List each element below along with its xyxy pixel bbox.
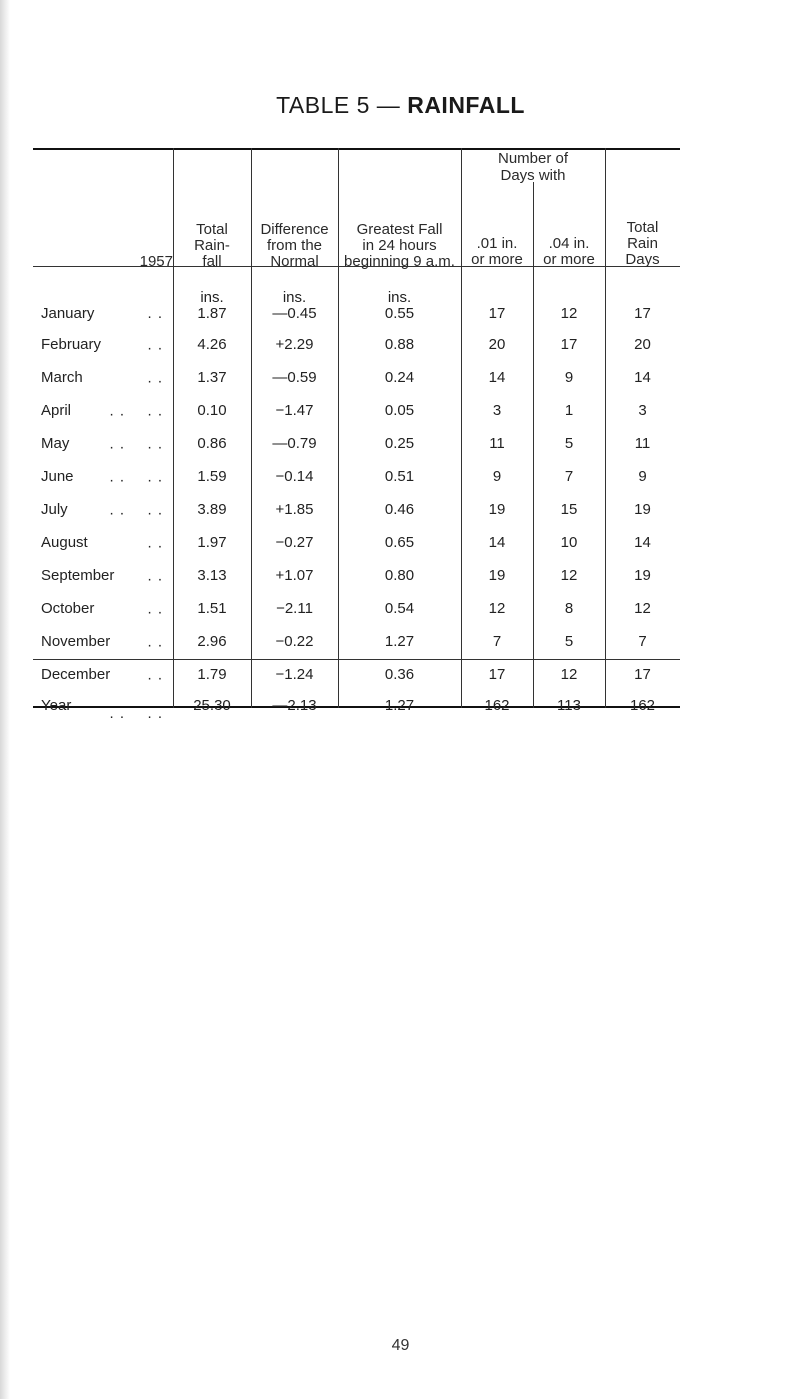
days-01-cell: 17 bbox=[488, 305, 506, 322]
month-cell: January . . bbox=[41, 305, 163, 322]
difference-cell: −0.27 bbox=[275, 534, 314, 551]
rainfall-cell: ins. 1.87 bbox=[197, 289, 227, 322]
total-rain-days-header: Total Rain Days bbox=[625, 219, 660, 268]
difference-cell: —0.79 bbox=[272, 435, 317, 452]
difference-cell: −0.14 bbox=[275, 468, 314, 485]
greatest-fall-cell: 0.05 bbox=[384, 402, 415, 419]
days-04-cell: 12 bbox=[560, 666, 578, 683]
table-header bbox=[33, 150, 680, 270]
page-title bbox=[0, 92, 801, 119]
difference-cell: +1.07 bbox=[275, 567, 314, 584]
table-body bbox=[33, 270, 680, 743]
number-of-days-header: Number of Days with bbox=[497, 150, 569, 184]
month-cell: July . . . . bbox=[41, 501, 163, 518]
table-row bbox=[33, 427, 680, 460]
days-04-cell: 10 bbox=[560, 534, 578, 551]
month-cell: February . . bbox=[41, 336, 163, 353]
month-cell: December . . bbox=[41, 666, 163, 683]
title-prefix: TABLE 5 — bbox=[276, 92, 401, 118]
month-cell: May . . . . bbox=[41, 435, 163, 452]
difference-cell: ins. —0.45 bbox=[272, 289, 317, 322]
table-row bbox=[33, 460, 680, 493]
page-number: 49 bbox=[391, 1337, 410, 1354]
days-04-cell: 17 bbox=[560, 336, 578, 353]
rainfall-cell: 2.96 bbox=[197, 633, 227, 650]
month-cell: November . . bbox=[41, 633, 163, 650]
rainfall-cell: 1.79 bbox=[197, 666, 227, 683]
year-header: 1957 bbox=[139, 253, 173, 270]
difference-cell: +1.85 bbox=[275, 501, 314, 518]
difference-cell: −2.11 bbox=[276, 600, 313, 617]
days-04-cell: 9 bbox=[564, 369, 574, 386]
rainfall-table-frame bbox=[33, 148, 680, 722]
difference-cell: +2.29 bbox=[275, 336, 314, 353]
year-greatest-fall-cell: 1.27 bbox=[384, 697, 415, 714]
total-days-cell: 9 bbox=[638, 468, 647, 485]
days-01-cell: 7 bbox=[492, 633, 502, 650]
greatest-fall-cell: 0.25 bbox=[384, 435, 415, 452]
total-days-cell: 20 bbox=[634, 336, 651, 353]
rainfall-cell: 4.26 bbox=[197, 336, 227, 353]
days-01-cell: 19 bbox=[488, 501, 506, 518]
rainfall-cell: 3.89 bbox=[197, 501, 227, 518]
greatest-fall-cell: 0.46 bbox=[384, 501, 415, 518]
days-01-cell: 14 bbox=[488, 534, 506, 551]
days-04-cell: 5 bbox=[564, 435, 574, 452]
days-04-header: .04 in. or more bbox=[543, 235, 595, 268]
table-row bbox=[33, 592, 680, 625]
days-01-cell: 14 bbox=[488, 369, 506, 386]
days-01-cell: 9 bbox=[492, 468, 502, 485]
days-04-cell: 15 bbox=[560, 501, 578, 518]
total-days-cell: 7 bbox=[638, 633, 647, 650]
greatest-fall-cell: 0.36 bbox=[384, 666, 415, 683]
month-cell: September . . bbox=[41, 567, 163, 584]
days-04-cell: 1 bbox=[564, 402, 574, 419]
days-04-cell: 12 bbox=[560, 305, 578, 322]
days-01-header: .01 in. or more bbox=[471, 235, 523, 268]
table-row bbox=[33, 361, 680, 394]
rainfall-cell: 3.13 bbox=[197, 567, 227, 584]
table-row bbox=[33, 493, 680, 526]
total-days-cell: 17 bbox=[634, 666, 651, 683]
year-total-row bbox=[33, 691, 680, 743]
days-01-cell: 12 bbox=[488, 600, 506, 617]
title-main: RAINFALL bbox=[407, 92, 525, 118]
table-row bbox=[33, 328, 680, 361]
year-difference-cell: —2.13 bbox=[272, 697, 317, 714]
greatest-fall-header: Greatest Fall in 24 hours beginning 9 a.m. bbox=[344, 221, 455, 270]
greatest-fall-cell: 0.88 bbox=[384, 336, 415, 353]
year-days-01-cell: 162 bbox=[484, 697, 510, 714]
total-days-cell: 19 bbox=[634, 501, 651, 518]
total-days-cell: 12 bbox=[634, 600, 651, 617]
table-row bbox=[33, 559, 680, 592]
greatest-fall-cell: 1.27 bbox=[384, 633, 415, 650]
rainfall-cell: 0.86 bbox=[197, 435, 227, 452]
difference-cell: −1.47 bbox=[275, 402, 314, 419]
days-01-cell: 11 bbox=[489, 435, 505, 452]
table-row bbox=[33, 658, 680, 691]
month-cell: August . . bbox=[41, 534, 163, 551]
table-row bbox=[33, 270, 680, 328]
month-cell: June . . . . bbox=[41, 468, 163, 485]
total-days-cell: 14 bbox=[634, 369, 651, 386]
table-row bbox=[33, 526, 680, 559]
difference-header: Difference from the Normal bbox=[260, 221, 329, 270]
year-days-04-cell: 113 bbox=[557, 697, 581, 714]
total-days-cell: 19 bbox=[634, 567, 651, 584]
total-days-cell: 11 bbox=[634, 435, 651, 452]
year-label-cell: Year . . . . bbox=[41, 697, 163, 722]
table-row bbox=[33, 394, 680, 427]
total-days-cell: 14 bbox=[634, 534, 651, 551]
total-days-cell: 17 bbox=[634, 305, 651, 322]
difference-cell: −0.22 bbox=[275, 633, 314, 650]
month-cell: April . . . . bbox=[41, 402, 163, 419]
year-rainfall-cell: 25.30 bbox=[193, 697, 231, 714]
greatest-fall-cell: ins. 0.55 bbox=[384, 289, 415, 322]
days-01-cell: 19 bbox=[488, 567, 506, 584]
days-04-cell: 5 bbox=[564, 633, 574, 650]
greatest-fall-cell: 0.65 bbox=[384, 534, 415, 551]
greatest-fall-cell: 0.80 bbox=[384, 567, 415, 584]
days-01-cell: 20 bbox=[488, 336, 506, 353]
days-04-cell: 8 bbox=[564, 600, 574, 617]
rainfall-cell: 1.51 bbox=[197, 600, 227, 617]
difference-cell: —0.59 bbox=[272, 369, 317, 386]
greatest-fall-cell: 0.51 bbox=[384, 468, 415, 485]
rainfall-cell: 0.10 bbox=[197, 402, 227, 419]
rainfall-cell: 1.97 bbox=[197, 534, 227, 551]
greatest-fall-cell: 0.54 bbox=[384, 600, 415, 617]
days-04-cell: 12 bbox=[560, 567, 578, 584]
difference-cell: −1.24 bbox=[275, 666, 314, 683]
days-04-cell: 7 bbox=[564, 468, 574, 485]
total-rainfall-header: Total Rain- fall bbox=[194, 221, 230, 270]
days-01-cell: 17 bbox=[488, 666, 506, 683]
rainfall-cell: 1.59 bbox=[197, 468, 227, 485]
rainfall-table bbox=[33, 150, 680, 743]
table-row bbox=[33, 625, 680, 658]
scanned-page-edge bbox=[0, 0, 10, 1399]
rainfall-cell: 1.37 bbox=[197, 369, 227, 386]
total-days-cell: 3 bbox=[638, 402, 647, 419]
greatest-fall-cell: 0.24 bbox=[384, 369, 415, 386]
month-cell: October . . bbox=[41, 600, 163, 617]
year-total-days-cell: 162 bbox=[629, 697, 656, 714]
month-cell: March . . bbox=[41, 369, 163, 386]
days-01-cell: 3 bbox=[492, 402, 502, 419]
